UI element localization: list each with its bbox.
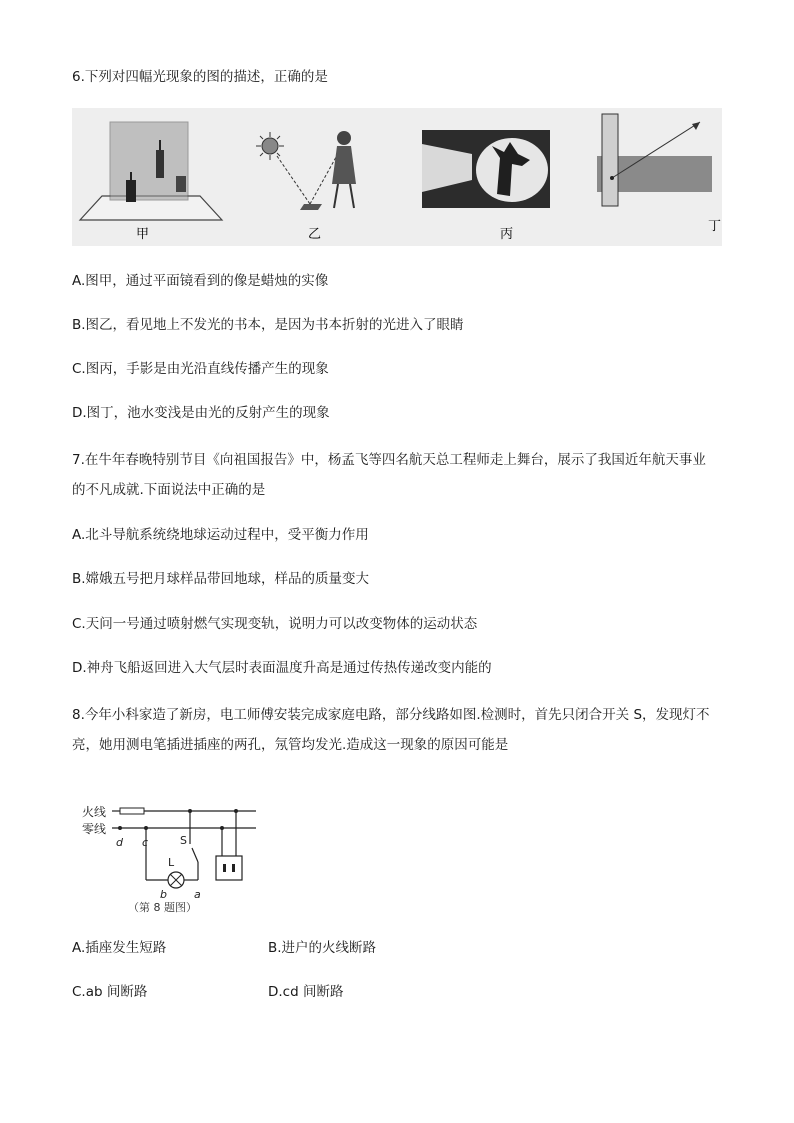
q8-circuit-figure	[80, 798, 260, 914]
diagram-caption: （第 8 题图）	[128, 901, 197, 914]
live-wire-label: 火线	[82, 805, 107, 819]
q8-stem-line-1: 8.今年小科家造了新房，电工师傅安装完成家庭电路，部分线路如图.检测时，首先只闭合开关 S，发现灯不	[72, 707, 710, 723]
q6-option-b: B.图乙，看见地上不发光的书本，是因为书本折射的光进入了眼睛	[72, 317, 464, 333]
figure-label-bing: 丙	[500, 227, 514, 242]
figure-label-ding: 丁	[708, 219, 722, 234]
q6-stem: 6.下列对四幅光现象的图的描述，正确的是	[72, 69, 328, 85]
q8-option-a: A.插座发生短路	[72, 940, 167, 956]
q6-option-c: C.图丙，手影是由光沿直线传播产生的现象	[72, 361, 329, 377]
figure-label-jia: 甲	[136, 227, 150, 242]
q6-option-d: D.图丁，池水变浅是由光的反射产生的现象	[72, 405, 330, 421]
q8-option-d: D.cd 间断路	[268, 984, 344, 1000]
q7-option-a: A.北斗导航系统绕地球运动过程中，受平衡力作用	[72, 527, 369, 543]
figure-label-yi: 乙	[308, 227, 322, 242]
q8-stem-line-2: 亮，她用测电笔插进插座的两孔，氖管均发光.造成这一现象的原因可能是	[72, 737, 509, 753]
q8-option-c: C.ab 间断路	[72, 984, 148, 1000]
q7-option-c: C.天问一号通过喷射燃气实现变轨，说明力可以改变物体的运动状态	[72, 616, 478, 632]
lamp-label: L	[168, 856, 175, 869]
q6-option-a: A.图甲，通过平面镜看到的像是蜡烛的实像	[72, 273, 329, 289]
q7-stem-line-2: 的不凡成就.下面说法中正确的是	[72, 482, 266, 498]
q8-circuit-diagram	[80, 798, 260, 914]
q7-option-d: D.神舟飞船返回进入大气层时表面温度升高是通过传热传递改变内能的	[72, 660, 492, 676]
q7-option-b: B.嫦娥五号把月球样品带回地球，样品的质量变大	[72, 571, 370, 587]
switch-label: S	[180, 834, 187, 847]
q7-stem-line-1: 7.在牛年春晚特别节目《向祖国报告》中，杨孟飞等四名航天总工程师走上舞台，展示了我国近年航天事业	[72, 452, 706, 468]
point-b-label: b	[160, 888, 167, 901]
point-c-label: c	[142, 836, 149, 849]
point-a-label: a	[194, 888, 201, 901]
q6-figure	[72, 108, 722, 246]
q8-option-b: B.进户的火线断路	[268, 940, 377, 956]
neutral-wire-label: 零线	[82, 822, 107, 836]
point-d-label: d	[116, 836, 123, 849]
q6-figure-panel	[72, 108, 722, 246]
